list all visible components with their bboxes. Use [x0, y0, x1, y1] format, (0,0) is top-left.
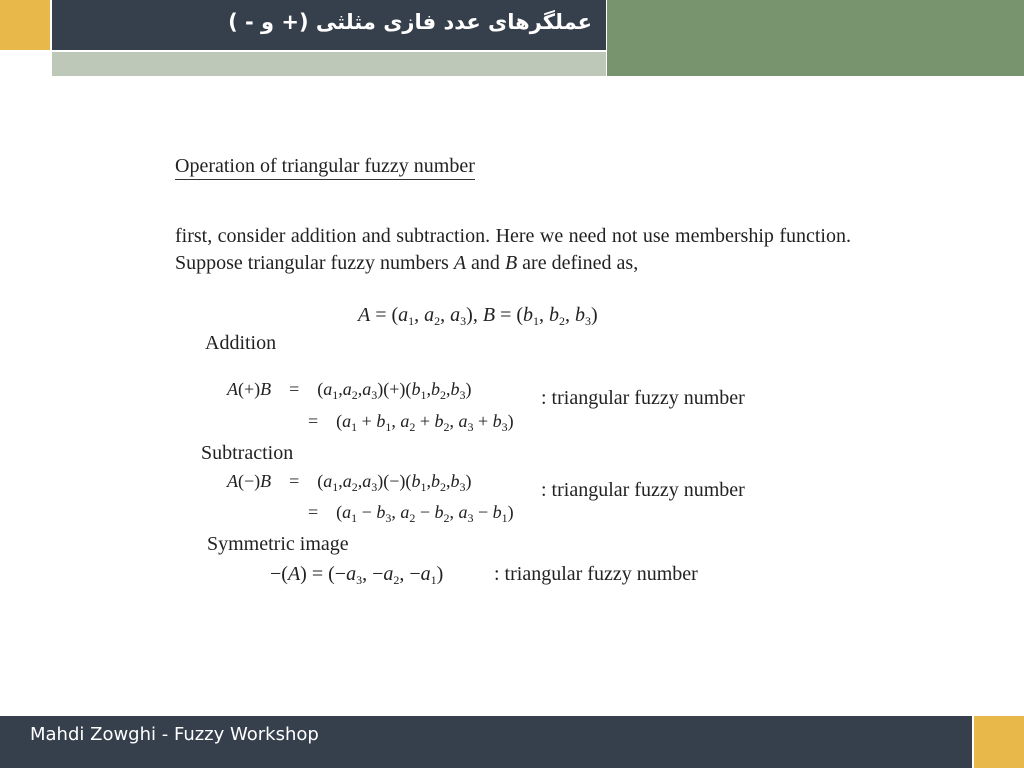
header-green-block — [607, 0, 1024, 76]
symmetric-label: Symmetric image — [207, 533, 349, 555]
subtraction-formula-line1: A(−)B = $(a_1,a_2,a_3)(-)(b_1,b_2,b_3)$ — [227, 471, 472, 494]
subtraction-note: : triangular fuzzy number — [541, 479, 745, 501]
addition-label: Addition — [205, 332, 277, 354]
header-strip — [52, 52, 606, 76]
addition-note: : triangular fuzzy number — [541, 387, 745, 409]
addition-formula-line2: = ($a_1 + b_1$, $a_2 + b_2$, $a_3 + b_3$) — [308, 411, 514, 434]
definition-formula: $A = (a_1$, $a_2$, $a_3$), $B = (b_1$, $b_2$, $b_3$) — [358, 304, 598, 328]
content-heading: Operation of triangular fuzzy number — [175, 156, 475, 180]
intro-paragraph: first, consider addition and subtraction. Here we need not use membership function. Suppose triangular fuzzy numbers A and B are defined as, — [175, 225, 851, 274]
subtraction-label: Subtraction — [201, 442, 294, 464]
subtraction-formula-line2: = ($a_1 - b_3$, $a_2 - b_2$, $a_3 - b_1$) — [308, 502, 514, 525]
footer-gold-block — [974, 716, 1024, 768]
header-gold-block — [0, 0, 50, 50]
footer-text: Mahdi Zowghi - Fuzzy Workshop — [30, 724, 319, 745]
symmetric-formula: $-(A) = (-a_3$, $-a_2$, $-a_1$) — [270, 563, 444, 587]
addition-formula-line1: A(+)B = $(a_1,a_2,a_3)(+)(b_1,b_2,b_3)$ — [227, 379, 472, 402]
symmetric-note: : triangular fuzzy number — [494, 563, 698, 585]
slide-title: عملگرهای عدد فازی مثلثی (+ و - ) — [52, 0, 606, 50]
